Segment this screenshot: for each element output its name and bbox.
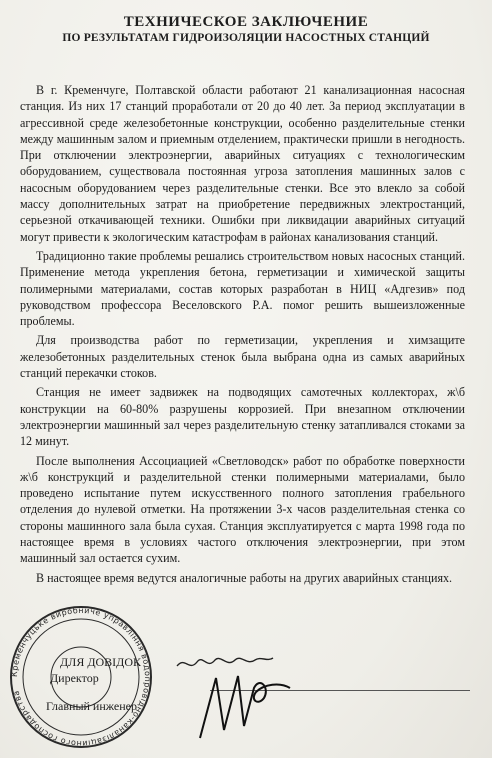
- document-subtitle: ПО РЕЗУЛЬТАТАМ ГИДРОИЗОЛЯЦИИ НАСОСТНЫХ СТАНЦИЙ: [62, 32, 430, 44]
- paragraph-6: В настоящее время ведутся аналогичные работы на других аварийных станциях.: [36, 570, 453, 585]
- role-label: Главный инженер: [46, 699, 137, 713]
- seal-text: Кременчуцьке виробниче управління водопровідно-каналізаційного господарства: [9, 605, 153, 749]
- document-title: ТЕХНИЧЕСКОЕ ЗАКЛЮЧЕНИЕ: [123, 14, 369, 30]
- paragraph-5: После выполнения Ассоциацией «Светловодск» работ по обработке поверхности ж\б конструкций и разделительной стенки полимерными материалами, было проведено испытание путем искусственного полного затопления грабельного отделения до нулевой отметки. На протяжении 3-х часов разделительная стенка со стороны машинного зала была сухая. Станция эксплуатируется с марта 1998 года по настоящее время в условиях частого отключения электроэнергии, при этом машинный зал остается сухим.: [20, 453, 465, 566]
- paragraph-3: Для производства работ по герметизации, укрепления и химзащите железобетонных разделительных стенок была выбрана одна из самых аварийных станций перекачки стоков.: [20, 333, 465, 381]
- document-body: [20, 82, 465, 589]
- paragraph-2: Традиционно такие проблемы решались строительством новых насосных станций. Применение метода укрепления бетона, герметизации и химической защиты полимерными материалами, состав которых разработан в НИЦ «Адгезив» под руководством профессора Веселовского Р.А. помог решить вышеизложенные проблемы.: [20, 248, 465, 329]
- signature: [180, 648, 320, 748]
- paragraph-1: В г. Кременчуге, Полтавской области работают 21 канализационная насосная станция. Из них 17 станций проработали от 20 до 40 лет. За период эксплуатации в агрессивной среде железобетонные конструкции, особенно разделительные стенки между машинным залом и приемным отделением, практически пришли в негодность. При отключении электроэнергии, аварийных ситуациях с технологическим оборудованием, существовала постоянная угроза затопления машинных залов с насосным оборудованием через разделительные стенки. Все это влекло за собой массу дополнительных затрат на приобретение передвижных электростанций, серьезной откачивающей техники. Ошибки при ликвидации аварийных ситуаций могут привести к экологическим катастрофам в районах канализования станций.: [20, 83, 465, 244]
- paragraph-4: Станция не имеет задвижек на подводящих самотечных коллекторах, ж\б конструкции на 60-80% разрушены коррозией. При внезапном отключении электроэнергии машинный зал через разделительную стенку затапливался стоками за 12 минут.: [20, 385, 465, 449]
- position-label: Директор: [50, 671, 99, 685]
- signature-block: [46, 654, 141, 714]
- stamp-note: ДЛЯ ДОВІДОК: [60, 655, 142, 669]
